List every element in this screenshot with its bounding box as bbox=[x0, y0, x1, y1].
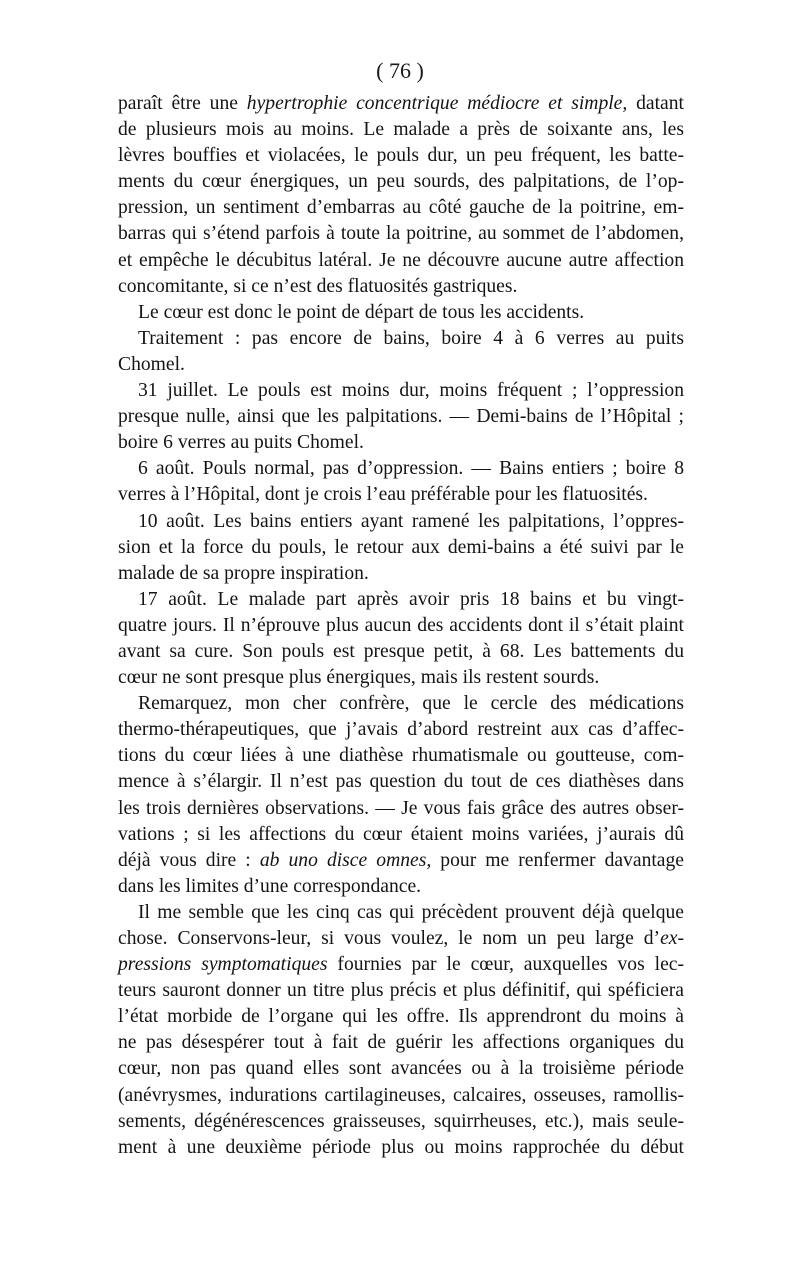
text-segment: sion et la force du pouls, le retour aux demi-bains a été suivi par le bbox=[118, 536, 684, 558]
text-line bbox=[118, 1004, 684, 1030]
text-line bbox=[118, 717, 684, 743]
text-segment: Le cœur est donc le point de départ de tous les accidents. bbox=[138, 301, 585, 323]
text-segment: Il me semble que les cinq cas qui précèdent prouvent déjà quelque bbox=[138, 901, 684, 923]
text-line bbox=[118, 404, 684, 430]
text-segment: mence à s’élargir. Il n’est pas question du tout de ces diathèses dans bbox=[118, 771, 684, 793]
text-segment: tions du cœur liées à une diathèse rhumatismale ou goutteuse, com- bbox=[118, 745, 684, 767]
text-line bbox=[118, 952, 684, 978]
text-segment: (anévrysmes, indurations cartilagineuses, calcaires, osseuses, ramollis- bbox=[118, 1084, 684, 1106]
text-segment: Traitement : pas encore de bains, boire 4 à 6 verres au puits bbox=[138, 327, 684, 349]
text-segment: thermo-thérapeutiques, que j’avais d’abord restreint aux cas d’affec- bbox=[118, 719, 684, 741]
text-line bbox=[118, 143, 684, 169]
text-line bbox=[118, 822, 684, 848]
text-line bbox=[118, 326, 684, 352]
text-line bbox=[118, 1030, 684, 1056]
text-line bbox=[118, 978, 684, 1004]
text-line bbox=[118, 352, 684, 378]
italic-text: hypertrophie concentrique médiocre et simple, bbox=[246, 93, 628, 114]
text-line bbox=[118, 691, 684, 717]
text-line bbox=[118, 848, 684, 874]
text-line bbox=[118, 796, 684, 822]
text-segment: fournies par le cœur, auxquelles vos lec- bbox=[327, 954, 684, 976]
text-segment: boire 6 verres au puits Chomel. bbox=[118, 432, 364, 454]
text-line bbox=[118, 613, 684, 639]
text-line bbox=[118, 221, 684, 247]
text-line bbox=[118, 509, 684, 535]
text-segment: chose. Conservons-leur, si vous voulez, le nom un peu large d’ bbox=[118, 928, 661, 949]
text-segment: Chomel. bbox=[118, 353, 185, 375]
text-segment: lèvres bouffies et violacées, le pouls dur, un peu fréquent, les batte- bbox=[118, 145, 684, 167]
text-segment: 10 août. Les bains entiers ayant ramené les palpitations, l’oppres- bbox=[138, 510, 684, 532]
text-segment: ment à une deuxième période plus ou moins rapprochée du début bbox=[118, 1136, 684, 1158]
text-line bbox=[118, 1056, 684, 1082]
text-line bbox=[118, 482, 684, 508]
text-line bbox=[118, 1135, 684, 1161]
italic-text: ab uno disce omnes, bbox=[259, 849, 432, 871]
text-line bbox=[118, 561, 684, 587]
text-line bbox=[118, 1083, 684, 1109]
italic-text: pressions symptomatiques bbox=[118, 954, 328, 976]
text-segment: malade de sa propre inspiration. bbox=[118, 562, 369, 584]
text-line bbox=[118, 587, 684, 613]
text-segment: ments du cœur énergiques, un peu sourds, des palpitations, de l’op- bbox=[118, 171, 684, 193]
text-segment: presque nulle, ainsi que les palpitations. — Demi-bains de l’Hôpital ; bbox=[118, 406, 684, 428]
text-segment: avant sa cure. Son pouls est presque petit, à 68. Les battements du bbox=[118, 640, 684, 662]
text-segment: 17 août. Le malade part après avoir pris 18 bains et bu vingt- bbox=[138, 588, 684, 610]
text-segment: pression, un sentiment d’embarras au côté gauche de la poitrine, em- bbox=[118, 197, 684, 219]
text-segment: 31 juillet. Le pouls est moins dur, moins fréquent ; l’oppression bbox=[138, 380, 684, 402]
text-line bbox=[118, 91, 684, 117]
italic-text: ex- bbox=[660, 928, 684, 949]
text-segment: concomitante, si ce n’est des flatuosités gastriques. bbox=[118, 275, 518, 297]
text-segment: vations ; si les affections du cœur étaient moins variées, j’aurais dû bbox=[118, 823, 684, 845]
text-line bbox=[118, 274, 684, 300]
text-segment: ne pas désespérer tout à fait de guérir les affections organiques du bbox=[118, 1032, 684, 1054]
text-line bbox=[118, 430, 684, 456]
text-segment: paraît être une bbox=[118, 93, 247, 114]
text-line bbox=[118, 769, 684, 795]
text-line bbox=[118, 248, 684, 274]
text-segment: dans les limites d’une correspondance. bbox=[118, 875, 422, 897]
text-segment: barras qui s’étend parfois à toute la poitrine, au sommet de l’abdomen, bbox=[118, 223, 684, 245]
text-line bbox=[118, 195, 684, 221]
text-segment: sements, dégénérescences graisseuses, squirrheuses, etc.), mais seule- bbox=[118, 1110, 684, 1132]
text-segment: de plusieurs mois au moins. Le malade a près de soixante ans, les bbox=[118, 119, 684, 141]
text-line bbox=[118, 665, 684, 691]
text-segment: Remarquez, mon cher confrère, que le cercle des médications bbox=[138, 693, 684, 715]
text-line bbox=[118, 169, 684, 195]
text-segment: datant bbox=[627, 93, 684, 114]
text-line bbox=[118, 1109, 684, 1135]
text-line bbox=[118, 743, 684, 769]
text-segment: cœur, non pas quand elles sont avancées ou à la troisième période bbox=[118, 1058, 684, 1080]
text-line bbox=[118, 639, 684, 665]
text-line bbox=[118, 535, 684, 561]
text-line bbox=[118, 300, 684, 326]
text-line bbox=[118, 900, 684, 926]
text-segment: quatre jours. Il n’éprouve plus aucun des accidents dont il s’était plaint bbox=[118, 614, 684, 636]
text-line bbox=[118, 456, 684, 482]
text-segment: 6 août. Pouls normal, pas d’oppression. — Bains entiers ; boire 8 bbox=[138, 458, 684, 480]
page-number: ( 76 ) bbox=[376, 58, 424, 83]
body-text bbox=[118, 91, 684, 1161]
text-segment: l’état morbide de l’organe qui les offre. Ils apprendront du moins à bbox=[118, 1006, 684, 1028]
text-segment: verres à l’Hôpital, dont je crois l’eau préférable pour les flatuosités. bbox=[118, 484, 648, 506]
text-segment: déjà vous dire : bbox=[118, 849, 260, 871]
text-line bbox=[118, 874, 684, 900]
text-line bbox=[118, 117, 684, 143]
text-segment: les trois dernières observations. — Je vous fais grâce des autres obser- bbox=[118, 797, 684, 819]
text-line bbox=[118, 378, 684, 404]
text-segment: pour me renfermer davantage bbox=[431, 849, 684, 871]
text-segment: et empêche le décubitus latéral. Je ne découvre aucune autre affection bbox=[118, 249, 684, 271]
text-segment: cœur ne sont presque plus énergiques, mais ils restent sourds. bbox=[118, 667, 600, 689]
text-line bbox=[118, 926, 684, 952]
text-segment: teurs sauront donner un titre plus précis et plus définitif, qui spéficiera bbox=[118, 980, 684, 1002]
